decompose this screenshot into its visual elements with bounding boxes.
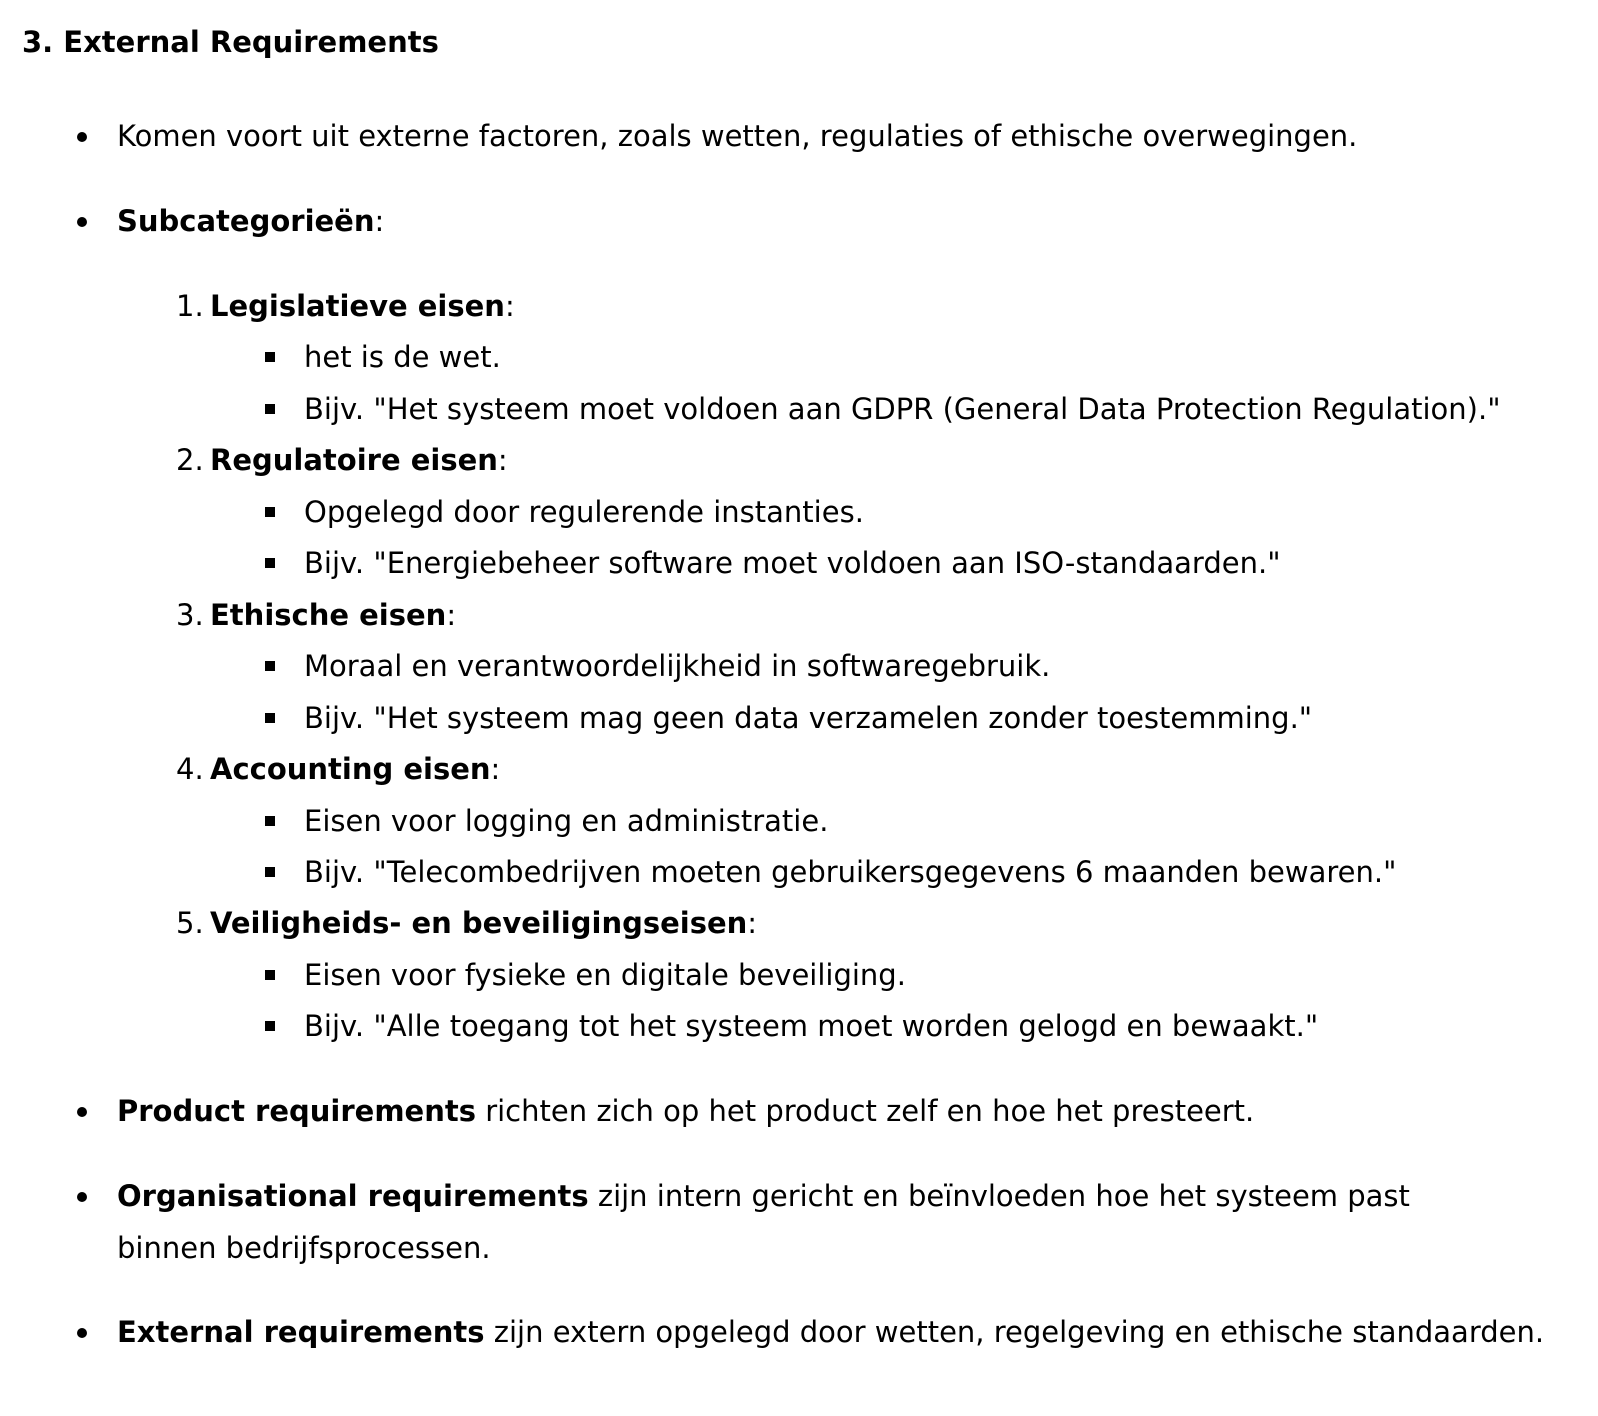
bullet-text: Product requirements richten zich op het product zelf en hoe het presteert. <box>117 1094 1255 1128</box>
bullet-icon <box>77 217 87 227</box>
subcategory-name: Accounting eisen <box>210 752 491 786</box>
list-number: 2. <box>176 443 204 477</box>
document-page: 3. External Requirements Komen voort uit externe factoren, zoals wetten, regulaties of ethische overwegingen. Subcategorieën: 1. Legislatieve eisen: het is de wet. Bijv. "Het systeem moet voldoen aan GDPR (General Data Protection Regulation)." 2. Regulatoire eisen: Opgelegd door regulerende instanties. Bijv. "Energiebeheer software moet voldoen aan ISO-standaarden." 3. Ethische eisen: Moraal en verantwoordelijkheid in softwaregebruik. Bijv. "Het systeem mag geen data verzamelen zonder toestemming." 4. Accounting eisen: Eisen voor logging en administratie. Bijv. "Telecombedrijven moeten gebruikersgegevens 6 maanden bewaren." 5. Veiligheids- en beveiligingseisen: Eisen voor fysieke en digitale beveiliging. Bijv. "Alle toegang tot het systeem moet worden gelogd en bewaakt." Product requirements richten zich op het product zelf en hoe het presteert. Organisational requirements zijn intern gericht en beïnvloeden hoe het systeem past binnen bedrijfsprocessen. External requirements zijn extern opgelegd door wetten, regelgeving en ethische standaarden. <box>0 0 1598 1416</box>
subcategory-name: Regulatoire eisen <box>210 443 498 477</box>
bullet-text: Subcategorieën: <box>117 204 385 238</box>
square-bullet-icon <box>265 661 275 671</box>
square-bullet-icon <box>265 970 275 980</box>
square-bullet-icon <box>265 816 275 826</box>
square-bullet-icon <box>265 713 275 723</box>
bullet-icon <box>77 1328 87 1338</box>
bullet-text: Organisational requirements zijn intern gericht en beïnvloeden hoe het systeem past binnen bedrijfsprocessen. <box>117 1179 1410 1265</box>
list-number: 1. <box>176 289 204 323</box>
square-bullet-icon <box>265 867 275 877</box>
bullet-text: Komen voort uit externe factoren, zoals wetten, regulaties of ethische overwegingen. <box>117 119 1358 153</box>
list-number: 5. <box>176 906 204 940</box>
square-bullet-icon <box>265 1021 275 1031</box>
bullet-icon <box>77 1107 87 1117</box>
square-bullet-icon <box>265 404 275 414</box>
section-title: 3. External Requirements <box>22 25 439 59</box>
square-bullet-icon <box>265 558 275 568</box>
subcategory-name: Legislatieve eisen <box>210 289 505 323</box>
subcategory-name: Ethische eisen <box>210 598 447 632</box>
subcategory-name: Veiligheids- en beveiligingseisen <box>210 906 748 940</box>
bullet-icon <box>77 132 87 142</box>
bullet-icon <box>77 1192 87 1202</box>
list-number: 3. <box>176 598 204 632</box>
square-bullet-icon <box>265 352 275 362</box>
list-number: 4. <box>176 752 204 786</box>
bullet-text: External requirements zijn extern opgelegd door wetten, regelgeving en ethische standaarden. <box>117 1315 1545 1349</box>
square-bullet-icon <box>265 507 275 517</box>
